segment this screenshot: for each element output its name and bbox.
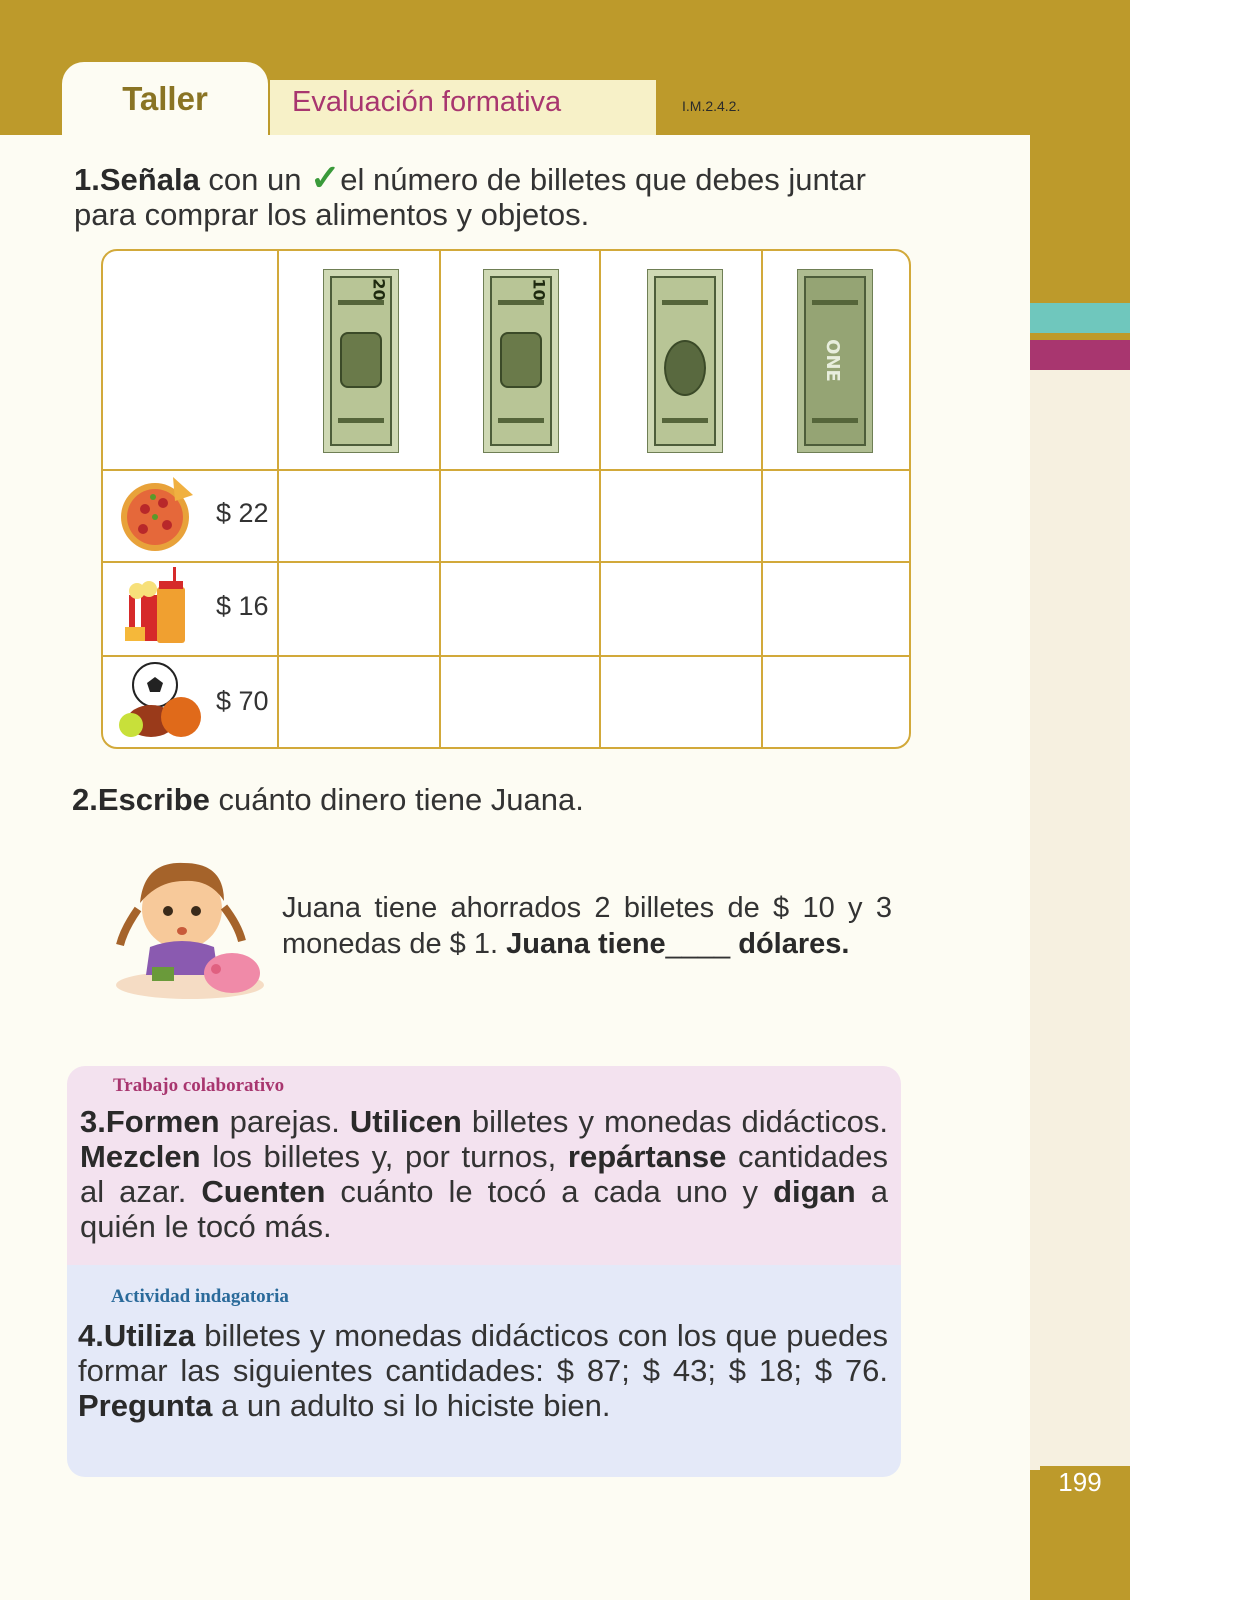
table-row-divider (103, 655, 911, 657)
exercise-1-instruction: 1.Señala con un ✓el número de billetes que debes juntar para comprar los alimentos y objetos. (74, 157, 866, 232)
juana-story: Juana tiene ahorrados 2 billetes de $ 10 y 3 monedas de $ 1. Juana tiene____ dólares. (282, 892, 892, 960)
table-col-divider (277, 251, 279, 749)
price-label: $ 70 (216, 686, 269, 716)
answer-blank[interactable]: ____ (665, 928, 731, 960)
table-col-divider (439, 251, 441, 749)
twenty-dollar-bill: 20 (323, 269, 399, 453)
exercise-4-instruction: 4.Utiliza billetes y monedas didácticos con los que puedes formar las siguientes cantidades: $ 87; $ 43; $ 18; $ 76. Pregunta a un adulto si lo hiciste bien. (78, 1318, 888, 1423)
collaborative-work-title: Trabajo colaborativo (113, 1075, 285, 1096)
popcorn-soda-icon (123, 565, 195, 651)
sports-balls-icon (117, 659, 203, 747)
inquiry-activity-title: Actividad indagatoria (111, 1286, 289, 1307)
exercise-2-instruction: 2.Escribe cuánto dinero tiene Juana. (72, 782, 584, 817)
exercise-number: 1. (74, 162, 100, 197)
table-row-divider (103, 469, 911, 471)
check-mark-icon: ✓ (310, 157, 341, 198)
exercise-verb: Escribe (97, 782, 210, 817)
teal-stripe (1030, 303, 1130, 333)
pizza-icon (117, 473, 197, 557)
page-number: 199 (1058, 1467, 1102, 1497)
taller-label: Taller (122, 80, 208, 117)
exercise-verb: Señala (99, 162, 200, 197)
adjacent-page-bleed (1030, 370, 1130, 1470)
price-label: $ 22 (216, 498, 269, 528)
skill-code: I.M.2.4.2. (682, 98, 741, 114)
table-col-divider (761, 251, 763, 749)
table-col-divider (599, 251, 601, 749)
ten-dollar-bill: 10 (483, 269, 559, 453)
price-label: $ 16 (216, 591, 269, 621)
evaluation-label: Evaluación formativa (292, 86, 562, 118)
table-row-divider (103, 561, 911, 563)
magenta-stripe (1030, 340, 1130, 370)
one-dollar-bill: ONE (797, 269, 873, 453)
exercise-3-instruction: 3.Formen parejas. Utilicen billetes y monedas didácticos. Mezclen los billetes y, por turnos, repártanse cantidades al azar. Cuenten cuánto le tocó a cada uno y digan a quién le tocó más. (80, 1104, 888, 1244)
outer-margin (1130, 0, 1236, 1600)
girl-with-piggy-bank-illustration (110, 855, 270, 1005)
five-dollar-bill (647, 269, 723, 453)
